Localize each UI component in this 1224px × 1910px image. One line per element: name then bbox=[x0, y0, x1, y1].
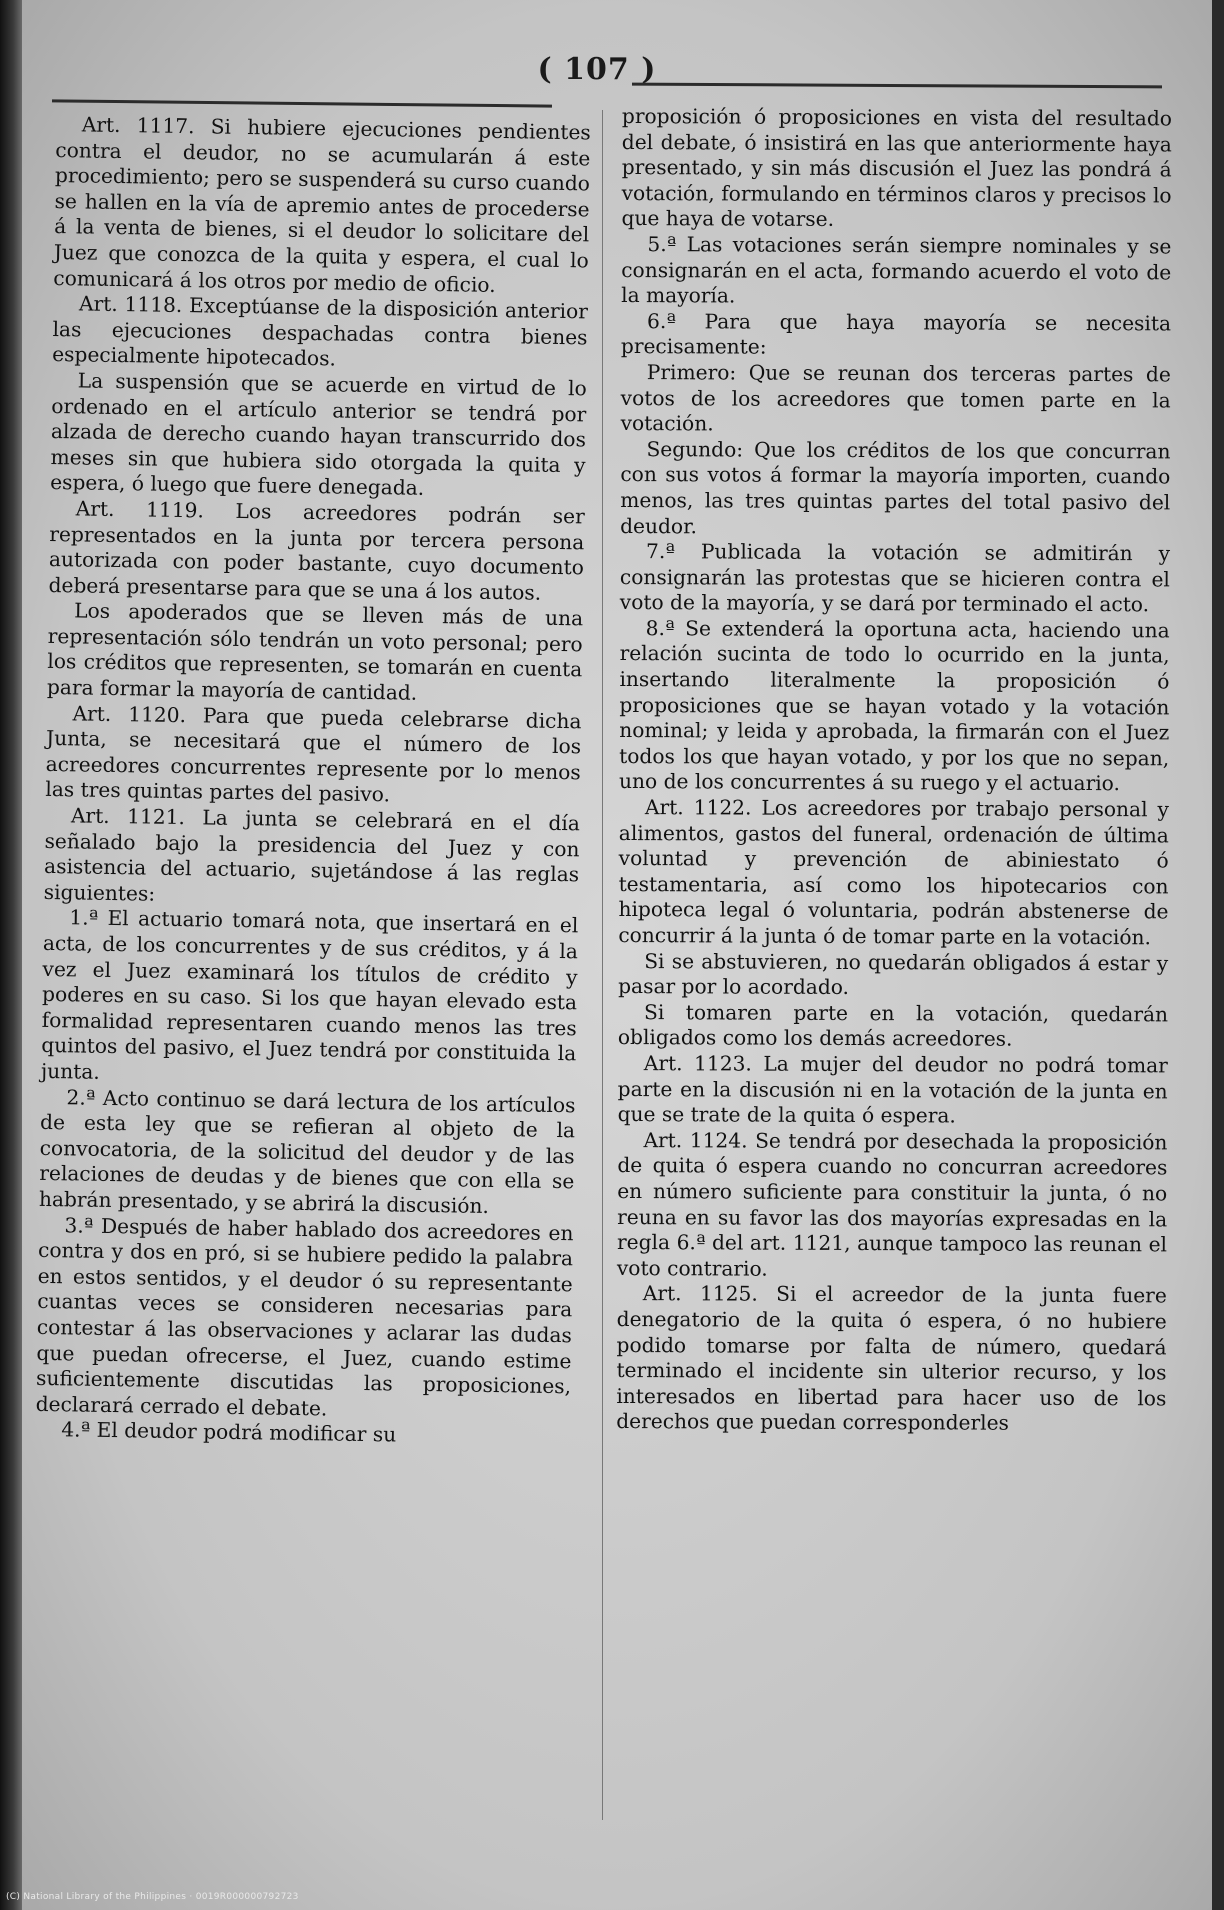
column-gutter bbox=[602, 110, 603, 1820]
paragraph: Si tomaren parte en la votación, quedarán obligados como los demás acreedores. bbox=[617, 999, 1169, 1052]
scanned-page bbox=[22, 0, 1212, 1910]
paragraph: 4.ª El deudor podrá modificar su bbox=[61, 1417, 397, 1447]
left-column bbox=[35, 112, 591, 1451]
paragraph: Primero: Que se reunan dos terceras partes de votos de los acreedores que tomen parte en la votación. bbox=[620, 360, 1171, 436]
paragraph: 5.ª Las votaciones serán siempre nominales y se consignarán en el acta, formando acuerdo el voto de la mayoría. bbox=[621, 232, 1172, 308]
paragraph: Art. 1117. Si hubiere ejecuciones pendientes contra el deudor, no se acumularán á este procedimiento; pero se suspenderá su curso cuando se hallen en la vía de apremio antes de procederse á la venta de bienes, si el deudor lo solicitare del Juez que conozca de la quita y espera, el cual lo comunicará á los otros por medio de oficio. bbox=[53, 112, 591, 297]
paragraph: Si se abstuvieren, no quedarán obligados á estar y pasar por lo acordado. bbox=[618, 948, 1169, 1000]
paragraph: 1.ª El actuario tomará nota, que insertará en el acta, de los concurrentes y de sus créditos, y á la vez el Juez examinará los títulos de crédito y poderes en su caso. Si los que hayan elevado esta formalidad representaren cuando menos las tres quintos del pasivo, el Juez tendrá por constituida la junta. bbox=[40, 905, 579, 1084]
right-column bbox=[616, 104, 1172, 1437]
paragraph: 7.ª Publicada la votación se admitirán y consignarán las protestas que se hicieren contra el voto de la mayoría, y se dará por terminado el acto. bbox=[619, 539, 1171, 617]
paragraph: Art. 1125. Si el acreedor de la junta fuere denegatorio de la quita ó espera, ó no hubiere podido tomarse por falta de número, quedará terminado el incidente sin ulterior recurso, y los interesados en libertad para hacer uso de los derechos que puedan corresponderles bbox=[616, 1281, 1167, 1435]
page-number: ( 107 ) bbox=[537, 52, 657, 87]
paragraph: 6.ª Para que haya mayoría se necesita precisamente: bbox=[620, 308, 1172, 359]
paragraph: Art. 1124. Se tendrá por desechada la proposición de quita ó espera cuando no concurran acreedores en número suficiente para constituir la junta, ó no reuna en su favor las dos mayorías expresadas en la regla 6.ª del art. 1121, aunque tampoco las reunan el voto contrario. bbox=[616, 1127, 1168, 1281]
paragraph: 8.ª Se extenderá la oportuna acta, haciendo una relación sucinta de todo lo ocurrido en la junta, insertando literalmente la proposición ó proposiciones que se hayan votado y la votación nominal; y leida y aprobada, la firmarán con el Juez todos los que hayan votado, y por los que no sepan, uno de los concurrentes á su ruego y el actuario. bbox=[618, 615, 1170, 796]
paragraph: Segundo: Que los créditos de los que concurran con sus votos á formar la mayoría importen, cuando menos, las tres quintas partes del total pasivo del deudor. bbox=[620, 436, 1171, 538]
paragraph: Art. 1119. Los acreedores podrán ser representados en la junta por tercera persona autorizada con poder bastante, cuyo documento deberá presentarse para que se una á los autos. bbox=[48, 496, 585, 605]
book-binding-edge bbox=[0, 0, 22, 1910]
header-rule-left bbox=[52, 99, 552, 107]
paragraph: La suspensión que se acuerde en virtud de lo ordenado en el artículo anterior se tendrá por alzada de derecho cuando hayan transcurrido dos meses sin que hubiera sido otorgada la quita y espera, ó luego que fuere denegada. bbox=[49, 368, 587, 501]
paragraph: Art. 1121. La junta se celebrará en el día señalado bajo la presidencia del Juez y con asistencia del actuario, sujetándose á las reglas siguientes: bbox=[43, 803, 581, 906]
paragraph: Art. 1120. Para que pueda celebrarse dicha Junta, se necesitará que el número de los acreedores concurrentes represente por lo menos las tres quintas partes del pasivo. bbox=[45, 700, 582, 807]
scan-watermark: (C) National Library of the Philippines · 0019R000000792723 bbox=[6, 1892, 299, 1902]
paragraph: Art. 1122. Los acreedores por trabajo personal y alimentos, gastos del funeral, ordenación de última voluntad y prevención de abiniestato ó testamentaria, así como los hipotecarios con hipoteca legal ó voluntaria, podrán abstenerse de concurrir á la junta ó de tomar parte en la votación. bbox=[618, 795, 1169, 950]
paragraph: 2.ª Acto continuo se dará lectura de los artículos de esta ley que se refieran al objeto de la convocatoria, de la solicitud del deudor y de las relaciones de deudas y de bienes que con ella se habrán presentado, y se abrirá la discusión. bbox=[38, 1084, 576, 1218]
paragraph: Art. 1123. La mujer del deudor no podrá tomar parte en la discusión ni en la votación de la junta en que se trate de la quita ó espera. bbox=[617, 1051, 1168, 1128]
paragraph: Art. 1118. Exceptúanse de la disposición anterior las ejecuciones despachadas contra bienes especialmente hipotecados. bbox=[52, 291, 589, 371]
paragraph: 3.ª Después de haber hablado dos acreedores en contra y dos en pró, si se hubiere pedido la palabra en estos sentidos, y el deudor ó su representante cuantas veces se consideren necesarias para contestar á las observaciones y aclarar las dudas que puedan ofrecerse, el Juez, cuando estime suficientemente discutidas las proposiciones, declarará cerrado el debate. bbox=[35, 1212, 574, 1421]
paragraph: Los apoderados que se lleven más de una representación sólo tendrán un voto personal; pero los créditos que representen, se tomarán en cuenta para formar la mayoría de cantidad. bbox=[46, 598, 584, 705]
paragraph: proposición ó proposiciones en vista del resultado del debate, ó insistirá en las que anteriormente haya presentado, y sin más discusión el Juez las pondrá á votación, formulando en términos claros y precisos lo que haya de votarse. bbox=[621, 104, 1172, 232]
